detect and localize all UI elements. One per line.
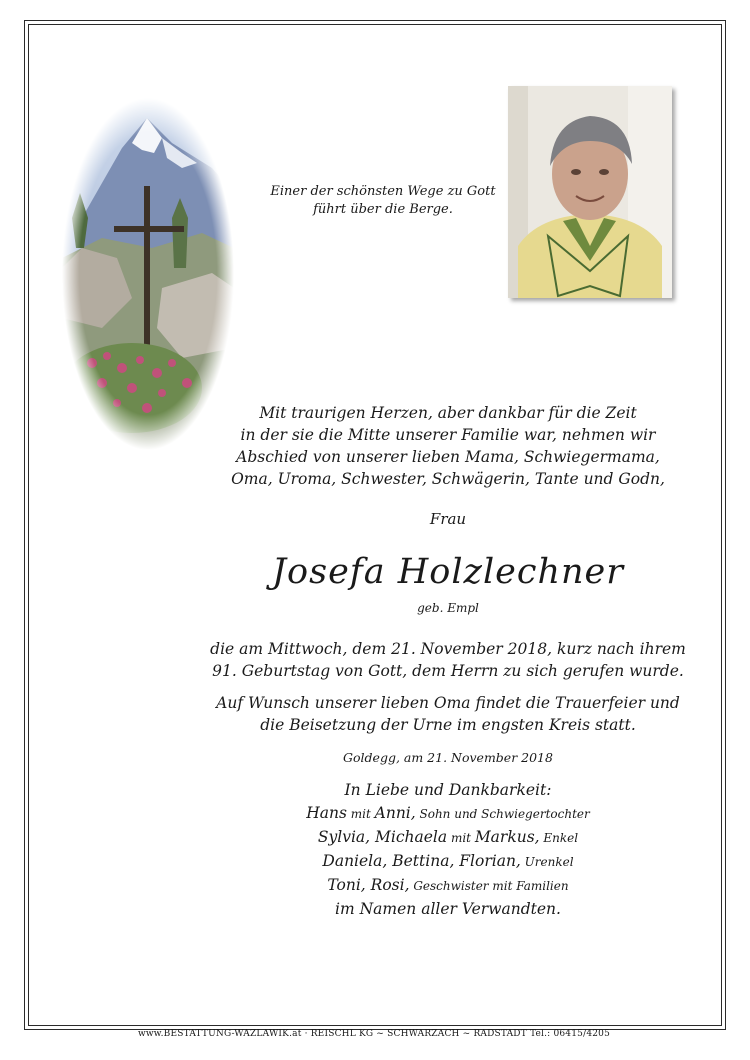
quote-line: führt über die Berge. xyxy=(313,202,453,217)
mourner-row xyxy=(188,874,708,898)
mourner-relation: Urenkel xyxy=(520,855,574,869)
intro-line: in der sie die Mitte unserer Familie war, nehmen wir xyxy=(240,426,656,444)
mourners-closing: im Namen aller Verwandten. xyxy=(335,900,561,918)
mourners-heading: In Liebe und Dankbarkeit: xyxy=(344,781,552,799)
mourner-relation: Enkel xyxy=(539,831,579,845)
intro-line: Oma, Uroma, Schwester, Schwägerin, Tante und Godn, xyxy=(231,470,665,488)
mourner-row xyxy=(188,850,708,874)
mourner-row xyxy=(188,802,708,826)
portrait-photo xyxy=(508,86,672,298)
birth-name: geb. Empl xyxy=(417,601,479,615)
mourner-names: Sylvia, Michaela xyxy=(317,828,448,846)
mourner-names: Daniela, Bettina, Florian, xyxy=(322,852,521,870)
mourner-relation: Geschwister mit Familien xyxy=(409,879,569,893)
mourners-list xyxy=(188,779,708,921)
mourner-row xyxy=(188,826,708,850)
mourner-connector: mit xyxy=(447,831,475,845)
place-date: Goldegg, am 21. November 2018 xyxy=(343,750,553,765)
death-notice xyxy=(188,638,708,682)
deceased-name: Josefa Holzlechner xyxy=(272,552,624,592)
mourner-names: Toni, Rosi, xyxy=(327,876,410,894)
intro-line: Abschied von unserer lieben Mama, Schwiegermama, xyxy=(236,448,660,466)
mourner-names: Hans xyxy=(306,804,347,822)
mourner-connector: mit xyxy=(346,807,375,821)
intro-text xyxy=(188,402,708,490)
death-line: 91. Geburtstag von Gott, dem Herrn zu sich gerufen wurde. xyxy=(212,662,684,680)
funeral-notice xyxy=(188,692,708,736)
mourner-names: Markus, xyxy=(474,828,540,846)
funeral-line: Auf Wunsch unserer lieben Oma findet die Trauerfeier und xyxy=(216,694,680,712)
mourner-names: Anni, xyxy=(374,804,416,822)
footer-imprint: www.BESTATTUNG-WAZLAWIK.at · REISCHL KG ~ SCHWARZACH ~ RADSTADT Tel.: 06415/4205 xyxy=(137,1029,611,1039)
mourner-relation: Sohn und Schwiegertochter xyxy=(415,807,590,821)
quote xyxy=(262,183,504,219)
salutation: Frau xyxy=(429,510,467,528)
death-line: die am Mittwoch, dem 21. November 2018, kurz nach ihrem xyxy=(210,640,686,658)
quote-line: Einer der schönsten Wege zu Gott xyxy=(270,184,496,199)
funeral-line: die Beisetzung der Urne im engsten Kreis statt. xyxy=(260,716,636,734)
mountain-cross-image xyxy=(62,98,234,450)
intro-line: Mit traurigen Herzen, aber dankbar für die Zeit xyxy=(259,404,637,422)
